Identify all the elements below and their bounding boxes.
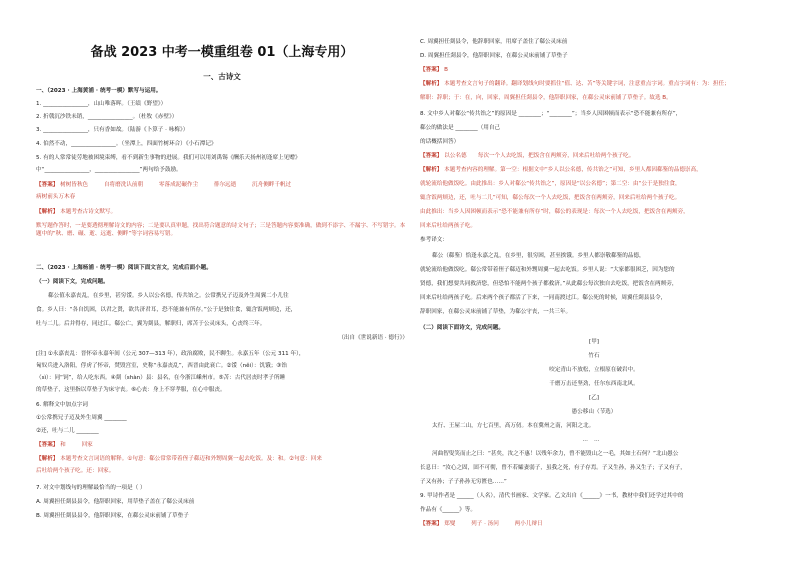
q1-line: 5. 有的人常常徒劳地被困境束缚，看不到新生事物的进展。我们可以用刘禹锡《酬乐天扬州初逢席上见赠》 — [36, 155, 301, 161]
q1-line: 3. ________________，只有香如故。（陆游《卜算子 · 咏梅》） — [36, 127, 189, 133]
poem-a-line: 千磨万击还坚劲，任尔东西南北风。 — [549, 381, 639, 387]
answer-part: 和 — [60, 442, 66, 448]
q7-option: D. 周翼担任剡县令，他辞职回家，在郗公灵床前铺了草垫子 — [420, 53, 568, 59]
note-line: （sì）：同“饲”，给人吃东西。④剡（shàn）县：县名，在今浙江嵊州市。⑤苫：古代居丧时孝子所睡 — [36, 375, 286, 381]
answer-part: 回家 — [81, 442, 93, 448]
passage-b-line: 长息曰：“汝心之固，固不可彻，曾不若孀妻弱子，虽我之死，有子存焉。子又生孙，孙又生子；子又有子， — [420, 465, 686, 471]
answer-2 — [36, 441, 408, 449]
answer-text: B — [444, 67, 449, 73]
analysis-label: 【解析】 — [420, 81, 443, 87]
passage-line: 吐与二儿。后并得存，同过江。郗公亡，翼为剡县，解职归，席苫于公灵床头，心丧终三年。 — [36, 321, 266, 327]
answer-1-cont — [36, 193, 408, 201]
q9-line: 作品有《______》等。 — [420, 507, 476, 513]
q6-line: ②还，吐与二儿 ________ — [36, 428, 99, 434]
answer-label: 【答案】 — [36, 182, 59, 188]
answer-1 — [36, 181, 408, 189]
analysis-text: 回来后吐给两孩子吃。 — [420, 223, 476, 229]
ellipsis-line: …… — [582, 437, 606, 443]
q7-option: B. 周翼担任剡县县令，他辞职回家，在郗公灵床前铺了草垫子 — [36, 513, 189, 519]
poem-a-label: [甲] — [589, 339, 599, 345]
passage-b-line: 子又有孙；子子孙孙无穷匮也……” — [420, 479, 507, 485]
note-line: [注] ①永嘉丧乱：晋怀帝永嘉年间（公元 307—313 年），政治腐败，民不聊生。永嘉五年（公元 311 年）， — [36, 351, 305, 357]
answer-5 — [420, 520, 768, 528]
answer-4 — [420, 152, 768, 160]
doc-title: 备战 2023 中考一模重组卷 01（上海专用） — [90, 45, 354, 60]
analysis-text: 本题考查文言句子的翻译。翻译划线句时要抓住“值、达、苫”等关键字词，注意重点字词。重点字词有：为：担任； — [444, 81, 730, 87]
poem-b-title: 愚公移山（节选） — [571, 409, 617, 415]
analysis-2 — [36, 455, 408, 463]
q1-line: 2. 折戟沉沙铁未销，________________。（杜牧《赤壁》） — [36, 114, 178, 120]
q7-line: 7. 对文中划线句的理解最恰当的一项是（ ） — [36, 485, 146, 491]
analysis-text: 本题考查内容的理解。第一空：根据文中“乡人以公名德，传共饴之”可知，乡里人都因郗鉴的品德崇高， — [444, 167, 702, 173]
section-title: 一、古诗文 — [203, 72, 241, 81]
translation-line: 辞职回家，在郗公灵床前铺了草垫，为郗公守丧，一共三年。 — [420, 309, 572, 315]
q7-option: C. 周翼担任剡县令，他辞职回家，用席子盖住了郗公灵床前 — [420, 39, 568, 45]
answer-part: 病树前头万木春 — [36, 194, 76, 200]
poem-a-title: 竹石 — [588, 353, 600, 359]
passage-line: 食。乡人曰：“各自饥困，以君之贤，欲共济君耳，恐不能兼有所存。”公于是独往食，辄含饭两颊边，还， — [36, 307, 297, 313]
answer-label: 【答案】 — [420, 67, 443, 73]
answer-part: 树树皆秋色 — [60, 182, 89, 188]
answer-part: 自将磨洗认前朝 — [103, 182, 144, 188]
answer-part: 徘尔远逝 — [213, 182, 237, 188]
q6-line: ①公常携兄子迈及外生周翼 ________ — [36, 415, 127, 421]
q1-line: 4. 伯然不动，________________。（坐潭上，四面竹树环合）《小石潭记》 — [36, 141, 217, 147]
answer-label: 【答案】 — [420, 153, 443, 159]
analysis-text: 由此推出：当乡人因困顿而表示“恐不能兼有所存”时，郗公的表现是：每次一个人去吃饭，把饭含在两颊旁， — [420, 209, 689, 215]
passage-line: 郗公值永嘉丧乱，在乡里，甚穷馁。乡人以公名德，传共饴之。公常携兄子迈及外生周翼二小儿往 — [48, 293, 289, 299]
passage-b-line: 河曲智叟笑而止之曰：“甚矣，汝之不惠！以残年余力，曾不能毁山之一毛，其如土石何？”北山愚公 — [432, 451, 679, 457]
q8-line: 郗公的做法是 ________（用自己 — [420, 125, 501, 131]
analysis-label: 【解析】 — [420, 167, 443, 173]
answer-part: 沉舟侧畔千帆过 — [252, 182, 292, 188]
translation-line: 郗公（郗鉴）恰逢永嘉之乱，在乡里，很穷困，甚至挨饿。乡里人都崇敬郗鉴的品德， — [432, 253, 645, 259]
analysis-3 — [420, 80, 768, 88]
analysis-1 — [36, 208, 408, 216]
q1-line: 1. ________________，山山唯落晖。（王绩《野望》） — [36, 101, 167, 107]
answer-label: 【答案】 — [36, 442, 59, 448]
poem-a-line: 咬定青山不放松，立根原在破岩中。 — [549, 367, 639, 373]
analysis-label: 【解析】 — [36, 209, 59, 215]
analysis-text: 辄含饭两颊边，还，吐与二儿”可知，郗公每次一个人去吃饭，把饭含在两颊旁，回来后吐给两个孩子吃。 — [420, 195, 681, 201]
analysis-label: 【解析】 — [36, 456, 59, 462]
answer-text: 以公名德 每次一个人去吃饭，把饭含在两颊旁，回来后吐给两个孩子吃。 — [444, 153, 635, 159]
note-line: 的草垫子，这里指以草垫子为床守丧。⑥心丧：身上不穿孝服，在心中服丧。 — [36, 387, 226, 393]
reference-label: 参考译文： — [420, 237, 448, 243]
q2-sub: （一）阅读下文，完成问题。 — [36, 279, 109, 285]
answer-3 — [420, 66, 768, 74]
analysis-text: 就轮流给他做饭吃。由此推出：乡人对郗公“传共饴之”，原因是“以公名德”；第二空：由“公于是独往食， — [420, 181, 681, 187]
passage-source: （出自《世说新语 · 德行》） — [338, 335, 408, 341]
analysis-text: 本题考查古诗文默写。 — [60, 209, 117, 215]
answer-part: 列子 · 汤问 — [471, 521, 499, 527]
q8-line: 8. 文中乡人对郗公“传共饴之”的原因是 ________；“________”；当乡人因困顿而表示“恐不能兼有所存”， — [420, 111, 682, 117]
translation-line: 回来后吐给两孩子吃。后来两个孩子都活了下来，一同南渡过江。郗公死的时候，周翼任剡县县令， — [420, 295, 667, 301]
answer-label: 【答案】 — [420, 521, 443, 527]
analysis-text: 默写题作答时，一是要透彻理解诗文的内容；二是要认真审题，找出符合题意的诗文句子；三是答题内容要准确，做到不添字、不漏字、不写错字。本题中的“秋、磨、碾、逝、远逝、侧畔”等字词容易写错。 — [36, 223, 406, 237]
q2-header: 二、（2023 · 上海杨浦 · 统考一模）阅读下面文言文，完成后面小题。 — [36, 265, 212, 271]
q1-header: 一、（2023 · 上海黄浦 · 统考一模）默写与运用。 — [36, 88, 162, 94]
poem-b-line: 太行、王屋二山，方七百里，高万仞。本在冀州之南，河阳之北。 — [432, 423, 595, 429]
poem-b-label: [乙] — [589, 395, 599, 401]
q8-line: 的话概括回答） — [420, 139, 460, 145]
note-line: 匈奴兵进入洛阳，俘虏了怀帝，焚毁宫室，史称“永嘉丧乱”，西晋由此衰亡。②馁（něi）：饥饿；③饴 — [36, 363, 287, 369]
analysis-text: 解职：辞职；于：在，向，回家，周翼担任剡县令，他辞职回家，在郗公灵床前铺了草垫子。故选 B。 — [420, 95, 672, 101]
answer-part: 两小儿辩日 — [514, 521, 543, 527]
translation-line: 就轮流给他做饭吃。郗公常带着侄子郗迈和外甥周翼一起去吃饭。乡里人说：“大家都很困乏，因为您的 — [420, 267, 675, 273]
q1-line: 中“________________，________________”两句给予鼓励。 — [36, 167, 182, 173]
answer-part: 零落成泥碾作尘 — [158, 182, 199, 188]
q9-line: 9. 甲诗作者是 ______（人名），清代书画家、文学家。乙文出自《______》一书，教材中我们还学过其中的 — [420, 493, 684, 499]
q6-line: 6. 解释文中加点字词 — [36, 402, 88, 408]
analysis-4 — [420, 166, 768, 174]
analysis-text: 本题考查文言词语的解释。①句意：郗公常常带着侄子郗迈和外甥周翼一起去吃饭。及：和。②句意：回来 — [60, 456, 322, 462]
analysis-text: 后吐给两个孩子吃。还：回家。 — [36, 468, 115, 474]
q2b-sub: （二）阅读下面诗文，完成问题。 — [420, 325, 504, 331]
answer-part: 郑燮 — [444, 521, 456, 527]
q7-option: A. 周翼担任剡县县令，他辞职回家，用草垫子盖在了郗公灵床前 — [36, 499, 195, 505]
translation-line: 贤德，我们想要共同救济您，但恐怕不能两个孩子都救济。”从此郗公每次独自去吃饭，把饭含在两颊旁， — [420, 281, 678, 287]
